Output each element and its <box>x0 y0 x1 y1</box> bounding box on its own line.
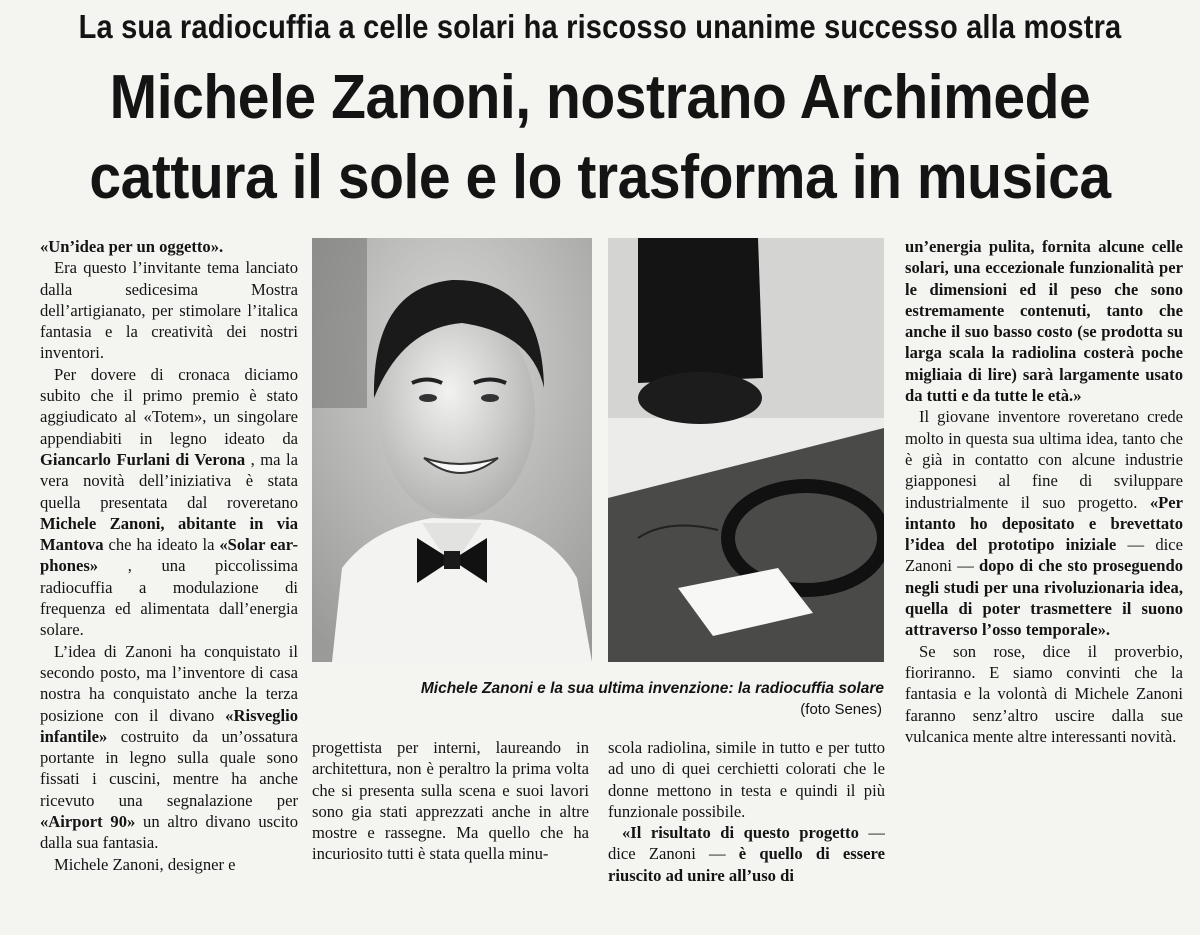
headline-line-2: cattura il sole e lo trasforma in musica <box>89 143 1111 212</box>
paragraph: scola radiolina, simile in tutto e per tutto ad uno di quei cerchietti colorati che le donne mettono in testa e quindi il più funzionale possibile. <box>608 738 885 821</box>
article-column-3 <box>608 737 885 917</box>
bold-run: Giancarlo Furlani di Verona <box>40 449 246 469</box>
bold-run: Michele Zanoni, abitante in via Mantova <box>40 513 298 555</box>
photo-caption: Michele Zanoni e la sua ultima invenzione: la radiocuffia solare <box>420 680 884 697</box>
paragraph <box>905 236 1183 406</box>
bold-run: «Risveglio infantile» <box>40 705 298 746</box>
photo-credit: (foto Senes) <box>800 701 882 718</box>
article-column-2 <box>312 737 589 917</box>
radio-headphones-photo <box>608 238 884 662</box>
paragraph <box>608 822 885 886</box>
bold-run: «Airport 90» <box>40 812 136 832</box>
text-run: un altro divano uscito dalla sua fantasia. <box>40 812 298 853</box>
paragraph <box>905 406 1183 640</box>
photo-area <box>312 238 884 662</box>
bold-run: un’energia pulita, fornita alcune celle solari, una eccezionale funzionalità per le dimensioni ed il peso che sono estremamente contenuti, tanto che anche il suo basso costo (se prodotta su larga scala la radiolina costerà poche migliaia di lire) sarà largamente usato da tutti e da tutte le età.» <box>905 237 1183 406</box>
bold-run: «Il risultato di questo progetto <box>622 823 859 843</box>
paragraph: Michele Zanoni, designer e <box>54 854 236 874</box>
paragraph <box>40 364 298 641</box>
headline-line-1: Michele Zanoni, nostrano Archimede <box>109 63 1091 132</box>
bold-run: è quello di essere riuscito ad unire all’uso di <box>608 844 885 885</box>
bold-run: «Solar ear-phones» <box>40 535 298 576</box>
paragraph: Era questo l’invitante tema lanciato dalla sedicesima Mostra dell’artigianato, per stimolare l’italica fantasia e la creatività dei nostri inventori. <box>40 258 298 363</box>
article-column-1 <box>40 236 298 916</box>
text-run: che ha ideato la <box>103 535 220 555</box>
lead-quote: «Un’idea per un oggetto». <box>40 237 224 256</box>
text-run: , ma la vera novità dell’iniziativa è stata quella presentata dal roveretano <box>40 449 298 512</box>
bold-run: dopo di che sto proseguendo negli studi per una rivoluzionaria idea, quella di poter trasmettere il suono attraverso l’osso temporale». <box>905 556 1183 640</box>
text-run: costruito da un’ossatura portante in legno sulla quale sono fissati i cuscini, mentre ha anche ricevuto una segnalazione per <box>40 726 298 810</box>
text-run: — dice Zanoni — <box>905 535 1183 576</box>
paragraph <box>40 236 298 257</box>
paragraph <box>40 641 298 854</box>
article-column-4 <box>905 236 1183 916</box>
text-run: Il giovane inventore roveretano crede molto in questa sua ultima idea, tanto che è già in contatto con alcune industrie giapponesi al fine di sviluppare industrialmente il suo progetto. <box>905 407 1183 512</box>
text-run: — dice Zanoni — <box>608 823 885 864</box>
text-run: , una piccolissima radiocuffia a modulazione di frequenza ed alimentata dall’energia solare. <box>40 556 298 640</box>
portrait-photo <box>312 238 592 662</box>
paragraph: progettista per interni, laureando in architettura, non è peraltro la prima volta che si presenta sulla scena e suoi lavori sono gia stati apprezzati anche in altre mostre e rassegne. Ma quello che ha incuriosito tutti è stata quella minu- <box>312 738 589 864</box>
bold-run: «Per intanto ho depositato e brevettato l’idea del prototipo iniziale <box>905 492 1183 555</box>
paragraph: Se son rose, dice il proverbio, fioriranno. E siamo convinti che la fantasia e la volontà di Michele Zanoni faranno senz’altro uscire dalla sue vulcanica mente altre interessanti novità. <box>905 641 1183 746</box>
kicker: La sua radiocuffia a celle solari ha riscosso unanime successo alla mostra <box>78 8 1122 45</box>
text-run: L’idea di Zanoni ha conquistato il secondo posto, ma l’inventore di casa nostra ha conquistato anche la terza posizione con il divano <box>40 641 298 725</box>
text-run: Per dovere di cronaca diciamo subito che il primo premio è stato aggiudicato al «Totem», un singolare appendiabiti in legno ideato da <box>40 364 298 448</box>
